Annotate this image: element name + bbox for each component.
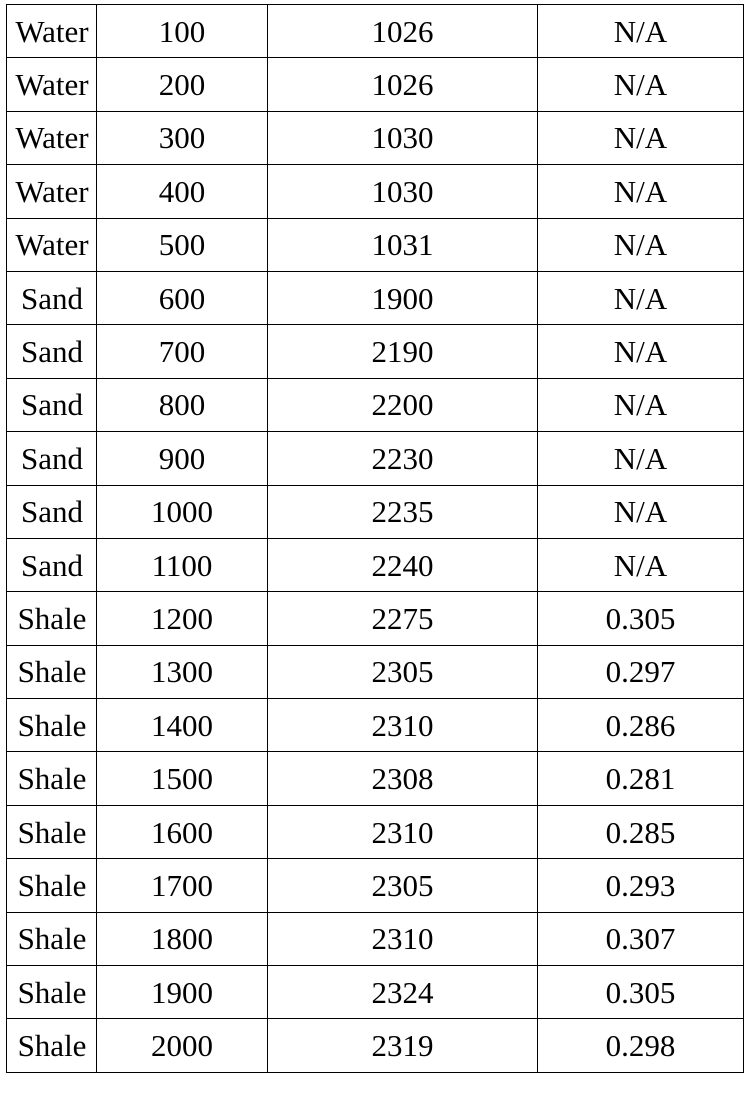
material-cell: Shale <box>7 859 97 912</box>
table-row <box>7 165 744 218</box>
density-cell: 1026 <box>268 5 538 58</box>
density-cell: 1900 <box>268 271 538 324</box>
depth-cell: 1400 <box>97 699 268 752</box>
table-row <box>7 538 744 591</box>
density-cell: 2305 <box>268 645 538 698</box>
density-cell: 2200 <box>268 378 538 431</box>
table-row <box>7 912 744 965</box>
material-cell: Sand <box>7 271 97 324</box>
value-cell: 0.297 <box>538 645 744 698</box>
table-body <box>7 5 744 1073</box>
material-cell: Sand <box>7 485 97 538</box>
material-cell: Shale <box>7 645 97 698</box>
density-cell: 2190 <box>268 325 538 378</box>
depth-cell: 1000 <box>97 485 268 538</box>
value-cell: N/A <box>538 378 744 431</box>
material-cell: Sand <box>7 538 97 591</box>
depth-cell: 1700 <box>97 859 268 912</box>
depth-cell: 400 <box>97 165 268 218</box>
density-cell: 2230 <box>268 432 538 485</box>
density-cell: 2319 <box>268 1019 538 1072</box>
table-row <box>7 378 744 431</box>
density-cell: 2324 <box>268 966 538 1019</box>
table-row <box>7 111 744 164</box>
depth-cell: 1100 <box>97 538 268 591</box>
value-cell: N/A <box>538 485 744 538</box>
value-cell: N/A <box>538 432 744 485</box>
material-cell: Shale <box>7 752 97 805</box>
table-row <box>7 5 744 58</box>
density-cell: 2310 <box>268 699 538 752</box>
depth-cell: 2000 <box>97 1019 268 1072</box>
density-cell: 2310 <box>268 912 538 965</box>
table-row <box>7 1019 744 1072</box>
value-cell: 0.285 <box>538 805 744 858</box>
material-cell: Shale <box>7 592 97 645</box>
table-row <box>7 592 744 645</box>
depth-cell: 1900 <box>97 966 268 1019</box>
density-cell: 2310 <box>268 805 538 858</box>
density-cell: 2240 <box>268 538 538 591</box>
material-cell: Sand <box>7 432 97 485</box>
table-row <box>7 325 744 378</box>
material-cell: Water <box>7 58 97 111</box>
material-cell: Sand <box>7 325 97 378</box>
table-row <box>7 966 744 1019</box>
depth-cell: 600 <box>97 271 268 324</box>
density-cell: 1030 <box>268 111 538 164</box>
depth-cell: 800 <box>97 378 268 431</box>
data-table <box>6 4 744 1073</box>
table-row <box>7 752 744 805</box>
depth-cell: 1500 <box>97 752 268 805</box>
material-cell: Shale <box>7 912 97 965</box>
value-cell: N/A <box>538 538 744 591</box>
density-cell: 2305 <box>268 859 538 912</box>
value-cell: N/A <box>538 325 744 378</box>
table-row <box>7 432 744 485</box>
value-cell: N/A <box>538 218 744 271</box>
material-cell: Sand <box>7 378 97 431</box>
material-cell: Shale <box>7 805 97 858</box>
table-row <box>7 859 744 912</box>
value-cell: N/A <box>538 111 744 164</box>
value-cell: N/A <box>538 5 744 58</box>
density-cell: 1031 <box>268 218 538 271</box>
density-cell: 2275 <box>268 592 538 645</box>
material-cell: Shale <box>7 699 97 752</box>
table-row <box>7 58 744 111</box>
material-cell: Water <box>7 165 97 218</box>
table-row <box>7 645 744 698</box>
table-row <box>7 485 744 538</box>
depth-cell: 300 <box>97 111 268 164</box>
table-row <box>7 805 744 858</box>
value-cell: N/A <box>538 165 744 218</box>
value-cell: 0.286 <box>538 699 744 752</box>
density-cell: 2308 <box>268 752 538 805</box>
depth-cell: 900 <box>97 432 268 485</box>
depth-cell: 1800 <box>97 912 268 965</box>
value-cell: N/A <box>538 271 744 324</box>
value-cell: 0.305 <box>538 966 744 1019</box>
depth-cell: 700 <box>97 325 268 378</box>
table-row <box>7 699 744 752</box>
density-cell: 2235 <box>268 485 538 538</box>
material-cell: Shale <box>7 966 97 1019</box>
value-cell: 0.305 <box>538 592 744 645</box>
value-cell: 0.298 <box>538 1019 744 1072</box>
table-row <box>7 218 744 271</box>
value-cell: 0.281 <box>538 752 744 805</box>
table-row <box>7 271 744 324</box>
density-cell: 1026 <box>268 58 538 111</box>
depth-cell: 1300 <box>97 645 268 698</box>
material-cell: Shale <box>7 1019 97 1072</box>
depth-cell: 1200 <box>97 592 268 645</box>
value-cell: N/A <box>538 58 744 111</box>
material-cell: Water <box>7 5 97 58</box>
depth-cell: 1600 <box>97 805 268 858</box>
depth-cell: 500 <box>97 218 268 271</box>
value-cell: 0.293 <box>538 859 744 912</box>
depth-cell: 100 <box>97 5 268 58</box>
depth-cell: 200 <box>97 58 268 111</box>
material-cell: Water <box>7 218 97 271</box>
density-cell: 1030 <box>268 165 538 218</box>
material-cell: Water <box>7 111 97 164</box>
value-cell: 0.307 <box>538 912 744 965</box>
